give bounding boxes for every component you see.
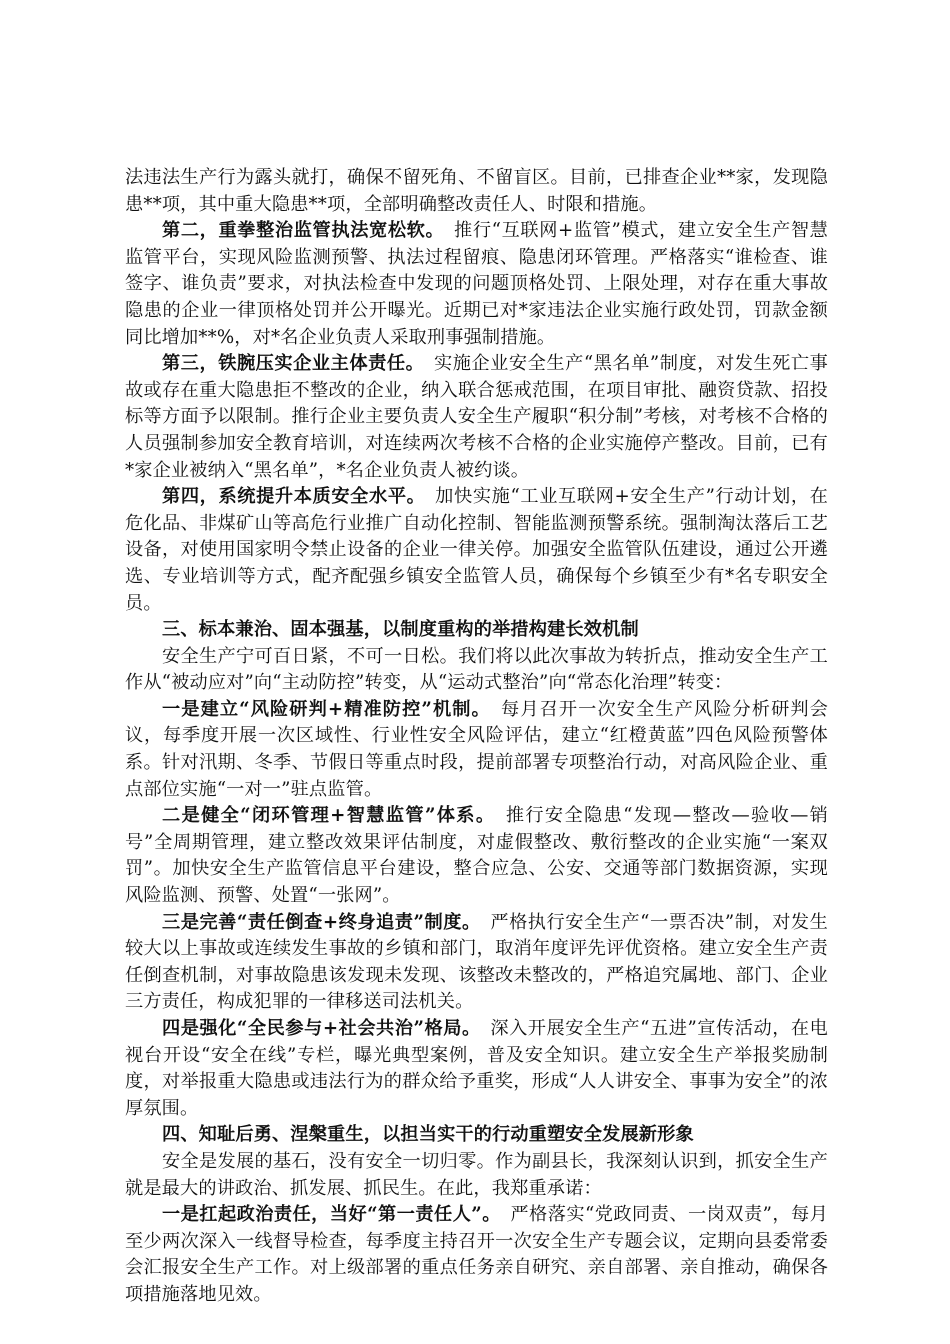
paragraph-text: 深入开展安全生产“五进”宣传活动，在电视台开设“安全在线”专栏，曝光典型案例，普及安全知识。建立安全生产举报奖励制度，对举报重大隐患或违法行为的群众给予重奖，形成“人人讲安全、事事为安全”的浓厚氛围。 xyxy=(125,1018,828,1119)
paragraph-intro-continuation xyxy=(125,165,828,218)
paragraph-text: 严格落实“党政同责、一岗双责”，每月至少两次深入一线督导检查，每季度主持召开一次安全生产专题会议，定期向县委常委会汇报安全生产工作。对上级部署的重点任务亲自研究、亲自部署、亲自推动，确保各项措施落地见效。 xyxy=(125,1204,828,1305)
paragraph-section-three-intro xyxy=(125,644,828,697)
paragraph-measure-four xyxy=(125,1016,828,1122)
paragraph-measure-three xyxy=(125,910,828,1016)
section-heading-three: 三、标本兼治、固本强基，以制度重构的举措构建长效机制 xyxy=(162,619,639,641)
paragraph-commitment-one xyxy=(125,1202,828,1308)
paragraph-lead: 第三，铁腕压实企业主体责任。 xyxy=(162,353,416,375)
paragraph-measure-two xyxy=(125,803,828,909)
paragraph-text: 加快实施“工业互联网+安全生产”行动计划，在危化品、非煤矿山等高危行业推广自动化控制、智能监测预警系统。强制淘汰落后工艺设备，对使用国家明令禁止设备的企业一律关停。加强安全监管队伍建设，通过公开遴选、专业培训等方式，配齐配强乡镇安全监管人员，确保每个乡镇至少有*名专职安全员。 xyxy=(125,486,828,614)
section-heading-four: 四、知耻后勇、涅槃重生，以担当实干的行动重塑安全发展新形象 xyxy=(162,1124,694,1146)
paragraph-text: 推行“互联网+监管”模式，建立安全生产智慧监管平台，实现风险监测预警、执法过程留痕、隐患闭环管理。严格落实“谁检查、谁签字、谁负责”要求，对执法检查中发现的问题顶格处罚、上限处理，对存在重大事故隐患的企业一律顶格处罚并公开曝光。近期已对*家违法企业实施行政处罚，罚款金额同比增加**%，对*名企业负责人采取刑事强制措施。 xyxy=(125,220,828,348)
paragraph-text: 实施企业安全生产“黑名单”制度，对发生死亡事故或存在重大隐患拒不整改的企业，纳入联合惩戒范围，在项目审批、融资贷款、招投标等方面予以限制。推行企业主要负责人安全生产履职“积分制”考核，对考核不合格的人员强制参加安全教育培训，对连续两次考核不合格的企业实施停产整改。目前，已有*家企业被纳入“黑名单”，*名企业负责人被约谈。 xyxy=(125,353,828,481)
paragraph-measure-one xyxy=(125,697,828,803)
paragraph-lead: 三是完善“责任倒查+终身追责”制度。 xyxy=(162,911,472,933)
paragraph-text: 推行安全隐患“发现—整改—验收—销号”全周期管理，建立整改效果评估制度，对虚假整改、敷衍整改的企业实施“一案双罚”。加快安全生产监管信息平台建设，整合应急、公安、交通等部门数据资源，实现风险监测、预警、处置“一张网”。 xyxy=(125,805,828,907)
paragraph-lead: 二是健全“闭环管理+智慧监管”体系。 xyxy=(162,805,487,827)
paragraph-point-two xyxy=(125,218,828,351)
paragraph-text: 每月召开一次安全生产风险分析研判会议，每季度开展一次区域性、行业性安全风险评估，建立“红橙黄蓝”四色风险预警体系。针对汛期、冬季、节假日等重点时段，提前部署专项整治行动，对高风险企业、重点部位实施“一对一”驻点监管。 xyxy=(125,698,829,800)
paragraph-lead: 一是扛起政治责任，当好“第一责任人”。 xyxy=(162,1204,492,1226)
paragraph-section-four-intro xyxy=(125,1149,828,1202)
paragraph-lead: 四是强化“全民参与+社会共治”格局。 xyxy=(162,1018,472,1039)
paragraph-text: 法违法生产行为露头就打，确保不留死角、不留盲区。目前，已排查企业**家，发现隐患**项，其中重大隐患**项，全部明确整改责任人、时限和措施。 xyxy=(125,167,828,215)
paragraph-point-four xyxy=(125,484,828,617)
paragraph-lead: 一是建立“风险研判+精准防控”机制。 xyxy=(162,698,482,720)
paragraph-point-three xyxy=(125,351,828,484)
document-body xyxy=(125,165,828,1309)
paragraph-lead: 第二，重拳整治监管执法宽松软。 xyxy=(162,220,436,242)
paragraph-text: 安全是发展的基石，没有安全一切归零。作为副县长，我深刻认识到，抓安全生产就是最大的讲政治、抓发展、抓民生。在此，我郑重承诺： xyxy=(125,1150,828,1199)
paragraph-text: 严格执行安全生产“一票否决”制，对发生较大以上事故或连续发生事故的乡镇和部门，取消年度评先评优资格。建立安全生产责任倒查机制，对事故隐患该发现未发现、该整改未整改的，严格追究属地、部门、企业三方责任，构成犯罪的一律移送司法机关。 xyxy=(125,911,828,1013)
paragraph-text: 安全生产宁可百日紧，不可一日松。我们将以此次事故为转折点，推动安全生产工作从“被动应对”向“主动防控”转变，从“运动式整治”向“常态化治理”转变： xyxy=(125,645,828,694)
paragraph-lead: 第四，系统提升本质安全水平。 xyxy=(162,486,417,508)
